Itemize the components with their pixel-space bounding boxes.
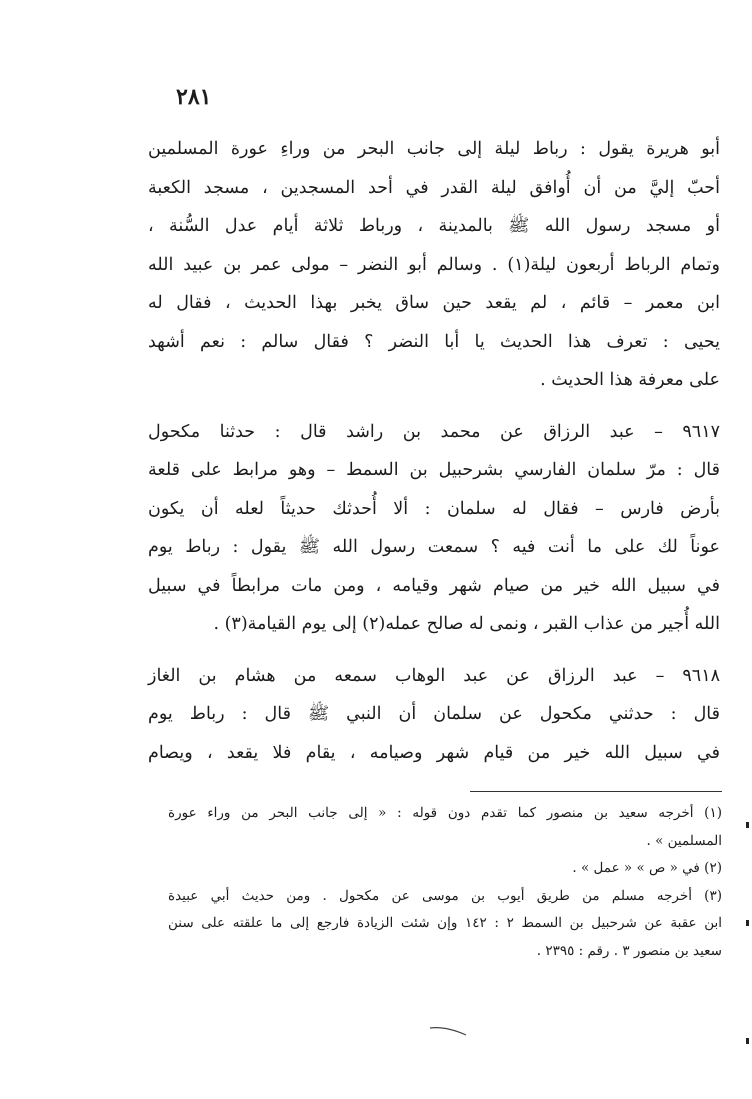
page-number: ٢٨١ xyxy=(176,84,212,110)
text-line: بأرض فارس – فقال له سلمان : ألا أُحدثك حديثاً لعله أن يكون xyxy=(148,498,720,519)
footnote-line: (١) أخرجه سعيد بن منصور كما تقدم دون قوله : « إلى جانب البحر من وراء عورة xyxy=(168,805,722,821)
text-line: أو مسجد رسول الله ﷺ بالمدينة ، ورباط ثلاثة أيام عدل السُّنة ، xyxy=(148,216,720,236)
footnote-line: (٣) أخرجه مسلم من طريق أيوب بن موسى عن مكحول . ومن حديث أبي عبيدة xyxy=(168,887,722,904)
footnote-divider xyxy=(470,791,722,792)
text-line: ابن معمر – قائم ، لم يقعد حين ساق يخبر بهذا الحديث ، فقال له xyxy=(148,293,720,313)
text-line: أبو هريرة يقول : رباط ليلة إلى جانب البحر من وراءِ عورة المسلمين xyxy=(148,139,720,159)
footnote-line: المسلمين » . xyxy=(646,832,722,849)
text-line: قال : مرّ سلمان الفارسي بشرحبيل بن السمط – وهو مرابط على قلعة xyxy=(148,460,720,480)
footnote-3 xyxy=(168,883,722,966)
text-line: قال : حدثني مكحول عن سلمان أن النبي ﷺ قال : رباط يوم xyxy=(148,704,720,724)
ornament-swash-icon xyxy=(428,1024,468,1038)
text-line: وتمام الرباط أربعون ليلة(١) . وسالم أبو النضر – مولى عمر بن عبيد الله xyxy=(148,254,720,275)
body-text xyxy=(148,130,720,772)
text-line: ٩٦١٧ – عبد الرزاق عن محمد بن راشد قال : حدثنا مكحول xyxy=(148,421,720,442)
scan-edge-mark xyxy=(746,1038,749,1044)
scan-edge-mark xyxy=(746,822,749,828)
text-line: الله أُجير من عذاب القبر ، ونمى له صالح عمله(٢) إلى يوم القيامة(٣) . xyxy=(213,614,720,634)
footnote-line: ابن عقبة عن شرحبيل بن السمط ٢ : ١٤٢ وإن شئت الزيادة فارجع إلى ما علقته على سنن xyxy=(168,915,722,931)
footnote-1 xyxy=(168,800,722,855)
text-line: في سبيل الله خير من قيام شهر وصيامه ، يقام فلا يقعد ، ويصام xyxy=(148,742,720,763)
text-line: على معرفة هذا الحديث . xyxy=(540,370,720,390)
footnote-line: سعيد بن منصور ٣ . رقم : ٢٣٩٥ . xyxy=(536,942,722,959)
footnotes xyxy=(168,800,722,965)
hadith-9618 xyxy=(148,657,720,773)
text-line: عوناً لك على ما أنت فيه ؟ سمعت رسول الله ﷺ يقول : رباط يوم xyxy=(148,537,720,557)
footnote-2 xyxy=(168,855,722,883)
hadith-9617 xyxy=(148,413,720,644)
text-line: أحبّ إليَّ من أن أُوافق ليلة القدر في أحد المسجدين ، مسجد الكعبة xyxy=(148,177,720,198)
paragraph-1 xyxy=(148,130,720,400)
scan-edge-mark xyxy=(746,920,749,926)
text-line: في سبيل الله خير من صيام شهر وقيامه ، ومن مات مرابطاً في سبيل xyxy=(148,575,720,596)
text-line: ٩٦١٨ – عبد الرزاق عن عبد الوهاب سمعه من هشام بن الغاز xyxy=(148,665,720,686)
footnote-line: (٢) في « ص » « عمل » . xyxy=(572,860,722,876)
text-line: يحيى : تعرف هذا الحديث يا أبا النضر ؟ فقال سالم : نعم أشهد xyxy=(148,331,720,352)
